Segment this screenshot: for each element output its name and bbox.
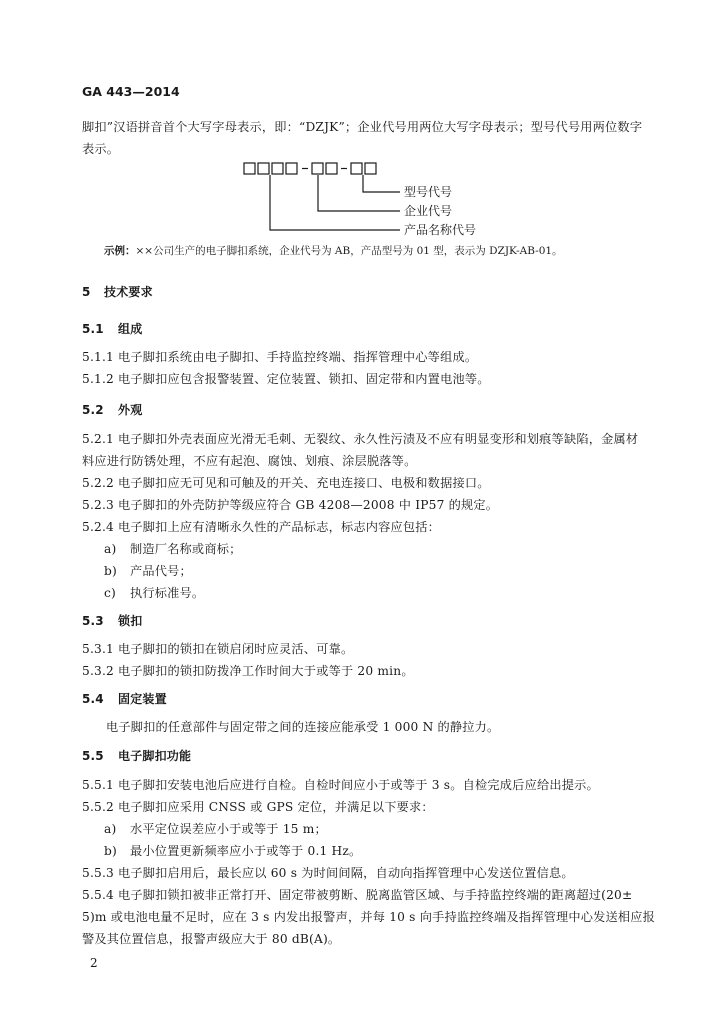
- label-company-code: 企业代号: [404, 204, 453, 218]
- section-5-5-heading: 5.5 电子脚扣功能: [82, 749, 192, 763]
- clause-5-5-2: 5.5.2 电子脚扣应采用 CNSS 或 GPS 定位，并满足以下要求：: [82, 800, 434, 814]
- section-5-1-heading: 5.1 组成: [82, 322, 143, 336]
- list-item: c) 执行标准号。: [104, 586, 205, 600]
- clause-5-5-4-cont-2: 警及其位置信息，报警声级应大于 80 dB(A)。: [82, 932, 341, 946]
- page-number: 2: [90, 956, 98, 970]
- clause-5-5-4-cont-1: 5)m 或电池电量不足时，应在 3 s 内发出报警声，并每 10 s 向手持监控终端及指挥管理中心发送相应报: [82, 910, 656, 924]
- list-item: b) 最小位置更新频率应小于或等于 0.1 Hz。: [104, 844, 362, 858]
- clause-5-5-3: 5.5.3 电子脚扣启用后，最长应以 60 s 为时间间隔，自动向指挥管理中心发送位置信息。: [82, 866, 574, 880]
- list-item: a) 制造厂名称或商标；: [104, 542, 242, 556]
- document-header: GA 443—2014: [82, 84, 180, 99]
- example-label: 示例：: [104, 245, 136, 257]
- clause-5-3-1: 5.3.1 电子脚扣的锁扣在锁启闭时应灵活、可靠。: [82, 642, 354, 656]
- list-item: a) 水平定位误差应小于或等于 15 m；: [104, 822, 327, 836]
- section-5-2-heading: 5.2 外观: [82, 403, 143, 417]
- intro-line-1: 脚扣”汉语拼音首个大写字母表示，即：“DZJK”；企业代号用两位大写字母表示；型号代号用两位数字: [82, 120, 643, 134]
- clause-5-2-2: 5.2.2 电子脚扣应无可见和可触及的开关、充电连接口、电极和数据接口。: [82, 476, 490, 490]
- section-5-4-heading: 5.4 固定装置: [82, 692, 167, 706]
- clause-5-2-1: 5.2.1 电子脚扣外壳表面应光滑无毛刺、无裂纹、永久性污渍及不应有明显变形和划痕等缺陷，金属材: [82, 432, 639, 446]
- label-model-code: 型号代号: [404, 185, 453, 199]
- list-item: b) 产品代号；: [104, 564, 192, 578]
- label-product-name-code: 产品名称代号: [404, 223, 477, 237]
- clause-5-2-3: 5.2.3 电子脚扣的外壳防护等级应符合 GB 4208—2008 中 IP57 的规定。: [82, 498, 499, 512]
- intro-line-2: 表示。: [82, 142, 120, 156]
- example-note: [104, 243, 563, 258]
- section-5-3-heading: 5.3 锁扣: [82, 614, 143, 628]
- clause-5-2-1-cont: 料应进行防锈处理，不应有起泡、腐蚀、划痕、涂层脱落等。: [82, 454, 417, 468]
- clause-5-1-1: 5.1.1 电子脚扣系统由电子脚扣、手持监控终端、指挥管理中心等组成。: [82, 350, 478, 364]
- clause-5-3-2: 5.3.2 电子脚扣的锁扣防拨净工作时间大于或等于 20 min。: [82, 664, 414, 678]
- example-text: ××公司生产的电子脚扣系统，企业代号为 AB，产品型号为 01 型，表示为 DZJK-AB-01。: [135, 245, 563, 257]
- clause-5-5-1: 5.5.1 电子脚扣安装电池后应进行自检。自检时间应小于或等于 3 s。自检完成后应给出提示。: [82, 778, 599, 792]
- clause-5-5-4: 5.5.4 电子脚扣锁扣被非正常打开、固定带被剪断、脱离监管区域、与手持监控终端的距离超过(20±: [82, 888, 633, 902]
- clause-5-2-4: 5.2.4 电子脚扣上应有清晰永久性的产品标志，标志内容应包括：: [82, 520, 441, 534]
- clause-5-4-text: 电子脚扣的任意部件与固定带之间的连接应能承受 1 000 N 的静拉力。: [106, 720, 500, 734]
- section-5-heading: 5 技术要求: [82, 285, 153, 299]
- clause-5-1-2: 5.1.2 电子脚扣应包含报警装置、定位装置、锁扣、固定带和内置电池等。: [82, 372, 490, 386]
